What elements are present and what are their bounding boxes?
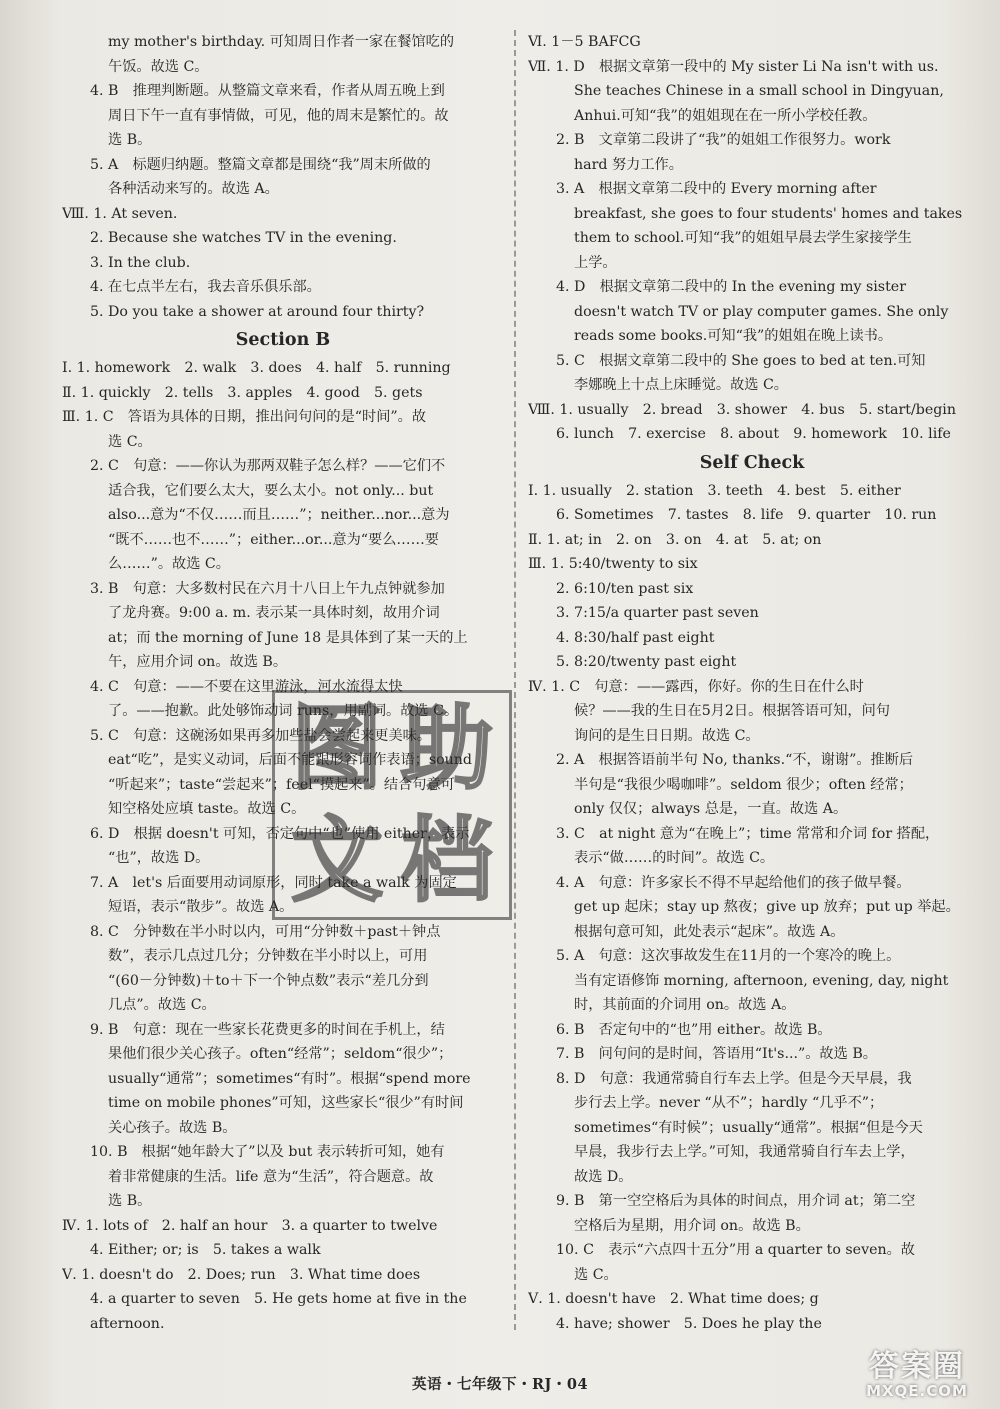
answer-line: 3. 7:15/a quarter past seven [556,605,759,621]
logo-domain: MXQE.COM [866,1382,968,1400]
answer-line: Ⅱ. 1. at; in 2. on 3. on 4. at 5. at; on [528,531,822,548]
answer-line: “听起来”；taste“尝起来”；feel“摸起来”。结合句意可 [108,776,455,793]
answer-line: 3. A 根据文章第二段中的 Every morning after [556,181,877,197]
answer-line: Ⅳ. 1. C 句意：——露西，你好。你的生日在什么时 [528,678,864,695]
answer-line: 果他们很少关心孩子。often“经常”；seldom“很少”； [108,1046,453,1062]
answer-line: only 仅仅；always 总是，一直。故选 A。 [574,801,848,817]
page-footer: 英语・七年级下・RJ・04 [411,1376,589,1393]
answer-line: Ⅷ. 1. At seven. [62,205,178,222]
answer-line: 选 B。 [108,132,152,148]
answer-line: usually“通常”；sometimes“有时”。根据“spend more [108,1070,471,1087]
answer-line: afternoon. [90,1315,165,1332]
answer-line: 10. B 根据“她年龄大了”以及 but 表示转折可知，她有 [90,1144,445,1160]
answer-line: 空格后为星期，用介词 on。故选 B。 [574,1217,810,1234]
answer-line: 9. B 第一空空格后为具体的时间点，用介词 at；第二空 [556,1193,916,1209]
answer-line: Ⅲ. 1. 5:40/twenty to six [528,556,698,572]
answer-line: 2. A 根据答语前半句 No, thanks.“不，谢谢”。推断后 [556,752,914,768]
answer-line: 4. A 句意：许多家长不得不早起给他们的孩子做早餐。 [556,874,911,891]
answer-line: 5. A 标题归纳题。整篇文章都是围绕“我”周末所做的 [90,156,431,173]
answer-line: 了。——抱歉。此处够饰动词 runs，用副词。故选 C。 [108,703,459,719]
answer-line: 步行去上学。never “从不”；hardly “几乎不”； [574,1095,884,1111]
answer-line: Anhui.可知“我”的姐姐现在在一所小学校任教。 [574,107,877,124]
answer-line: 5. C 根据文章第二段中的 She goes to bed at ten.可知 [556,352,926,369]
answer-line: 4. have; shower 5. Does he play the [556,1315,822,1332]
answer-line: 当有定语修饰 morning, afternoon, evening, day, night [574,972,949,989]
answer-line: 5. C 句意：这碗汤如果再多加些盐会尝起来更美味。 [90,727,432,744]
answer-line: also...意为“不仅……而且……”；neither...nor...意为 [108,507,450,523]
answer-line: 2. B 文章第二段讲了“我”的姐姐工作很努力。work [556,132,891,148]
answer-line: 2. 6:10/ten past six [556,580,694,597]
answer-line: 李娜晚上十点上床睡觉。故选 C。 [574,377,788,393]
answer-line: 短语，表示“散步”。故选 A。 [108,899,294,915]
answer-line: 4. 8:30/half past eight [556,629,715,646]
answer-line: 时，其前面的介词用 on。故选 A。 [574,997,796,1013]
answer-line: “既不……也不……”；either...or...意为“要么……要 [108,531,439,548]
answer-line: “也”，故选 D。 [108,850,210,866]
answer-line: 几点”。故选 C。 [108,997,216,1013]
answer-line: 4. B 推理判断题。从整篇文章来看，作者从周五晚上到 [90,83,445,99]
watermark-char: 助 [400,695,493,802]
answer-line: them to school.可知“我”的姐姐早晨去学生家接学生 [574,230,912,246]
answer-line: 故选 D。 [574,1168,633,1185]
answer-line: 8. C 分钟数在半小时以内，可用“分钟数＋past＋钟点 [90,923,441,940]
answer-line: sometimes“有时候”；usually“通常”。根据“但是今天 [574,1119,923,1136]
answer-line: Ⅲ. 1. C 答语为具体的日期，推出问句问的是“时间”。故 [62,409,427,425]
answer-line: hard 努力工作。 [574,156,683,173]
answer-line: 4. C 句意：——不要在这里游泳，河水流得太快 [90,678,403,695]
answer-line: 关心孩子。故选 B。 [108,1119,237,1136]
answer-line: 候？——我的生日在5月2日。根据答语可知，问句 [574,703,890,719]
answer-line: 么……”。故选 C。 [108,556,230,572]
answer-line: She teaches Chinese in a small school in Dingyuan, [574,83,944,99]
answer-line: 选 B。 [108,1193,152,1209]
answer-line: 午，应用介词 on。故选 B。 [108,654,288,670]
answer-line: 午饭。故选 C。 [108,58,209,75]
answer-line: 4. 在七点半左右，我去音乐俱乐部。 [90,279,321,295]
answer-line: my mother's birthday. 可知周日作者一家在餐馆吃的 [108,34,455,50]
answer-line: Ⅶ. 1. D 根据文章第一段中的 My sister Li Na isn't with us. [528,58,939,75]
logo-text: 答案圈 [869,1349,965,1384]
answer-line: 根据句意可知，此处表示“起床”。故选 A。 [574,923,845,940]
answer-line: 5. A 句意：这次事故发生在11月的一个寒冷的晚上。 [556,948,901,964]
answer-line: 半句是“我很少喝咖啡”。seldom 很少；often 经常； [574,776,913,793]
answer-line: 7. A let's 后面要用动词原形，同时 take a walk 为固定 [90,874,457,891]
answer-line: 上学。 [574,254,617,271]
answer-line: Ⅳ. 1. lots of 2. half an hour 3. a quarter to twelve [62,1217,438,1234]
watermark-char: 图 [290,695,383,802]
answer-line: 知空格处应填 taste。故选 C。 [108,801,306,817]
answer-line: 6. D 根据 doesn't 可知，否定句中“也”使用 either，表示 [90,825,470,842]
answer-line: Ⅰ. 1. homework 2. walk 3. does 4. half 5. running [62,360,451,376]
answer-line: 了龙舟赛。9:00 a. m. 表示某一具体时刻，故用介词 [108,605,440,621]
answer-line: 3. C at night 意为“在晚上”；time 常常和介词 for 搭配， [556,825,940,842]
answer-line: 4. D 根据文章第二段中的 In the evening my sister [556,279,906,295]
answer-line: 8. D 句意：我通常骑自行车去上学。但是今天早晨，我 [556,1070,912,1087]
answer-line: eat“吃”，是实义动词，后面不能跟形容词作表语；sound [108,752,472,768]
answer-line: 选 C。 [574,1266,618,1283]
answer-line: 10. C 表示“六点四十五分”用 a quarter to seven。故 [556,1242,915,1258]
section-heading: Self Check [699,452,805,473]
section-heading: Section B [235,330,331,350]
answer-line: 周日下午一直有事情做，可见，他的周末是繁忙的。故 [108,107,449,124]
answer-line: 早晨，我步行去上学。”可知，我通常骑自行车去上学， [574,1144,915,1160]
answer-line: 6. lunch 7. exercise 8. about 9. homework 10. life [556,426,951,442]
answer-line: get up 起床；stay up 熬夜；give up 放弃；put up 举起。 [574,899,960,915]
answer-line: 3. In the club. [90,254,191,271]
answer-line: breakfast, she goes to four students' homes and takes [574,205,963,222]
answer-line: 着非常健康的生活。life 意为“生活”，符合题意。故 [108,1168,434,1185]
answer-line: at；而 the morning of June 18 是具体到了某一天的上 [108,629,468,646]
answer-line: 数”，表示几点过几分；分钟数在半小时以上，可用 [108,948,428,964]
answer-line: 询问的是生日日期。故选 C。 [574,727,760,744]
answer-line: 7. B 问句问的是时间，答语用“It's...”。故选 B。 [556,1046,877,1062]
left-column [62,30,504,1336]
watermark-char: 文 [290,807,383,914]
answer-line: 6. Sometimes 7. tastes 8. life 9. quarter 10. run [556,507,937,523]
answer-line: 3. B 句意：大多数村民在六月十八日上午九点钟就参加 [90,580,445,597]
answer-line: 选 C。 [108,433,152,450]
column-divider [514,30,518,1330]
answer-line: 5. Do you take a shower at around four thirty? [90,303,425,320]
answer-line: Ⅱ. 1. quickly 2. tells 3. apples 4. good 5. gets [62,384,423,401]
answer-line: Ⅰ. 1. usually 2. station 3. teeth 4. best 5. either [528,482,901,499]
watermark-char: 档 [400,807,493,914]
answer-line: 2. C 句意：——你认为那两双鞋子怎么样？——它们不 [90,458,446,474]
answer-line: 表示“做……的时间”。故选 C。 [574,850,775,866]
answer-line: 4. a quarter to seven 5. He gets home at five in the [90,1291,467,1307]
answer-line: Ⅵ. 1－5 BAFCG [528,34,641,50]
answer-line: Ⅴ. 1. doesn't do 2. Does; run 3. What time does [62,1266,421,1283]
answer-line: reads some books.可知“我”的姐姐在晚上读书。 [574,328,893,344]
right-column [528,30,976,1336]
answer-line: 4. Either; or; is 5. takes a walk [90,1242,321,1258]
answer-line: 适合我，它们要么太大，要么太小。not only... but [108,482,434,499]
answer-line: “(60－分钟数)＋to＋下一个钟点数”表示“差几分到 [108,972,429,989]
answer-line: 5. 8:20/twenty past eight [556,654,737,670]
answer-line: time on mobile phones”可知，这些家长“很少”有时间 [108,1095,464,1111]
answer-line: 6. B 否定句中的“也”用 either。故选 B。 [556,1021,832,1038]
answer-line: 9. B 句意：现在一些家长花费更多的时间在手机上，结 [90,1021,445,1038]
answer-line: doesn't watch TV or play computer games. She only [574,303,949,320]
answer-line: 各种活动来写的。故选 A。 [108,181,279,197]
answer-line: Ⅴ. 1. doesn't have 2. What time does; g [528,1291,819,1307]
answer-line: 2. Because she watches TV in the evening. [90,230,397,246]
answer-line: Ⅷ. 1. usually 2. bread 3. shower 4. bus 5. start/begin [528,401,956,418]
